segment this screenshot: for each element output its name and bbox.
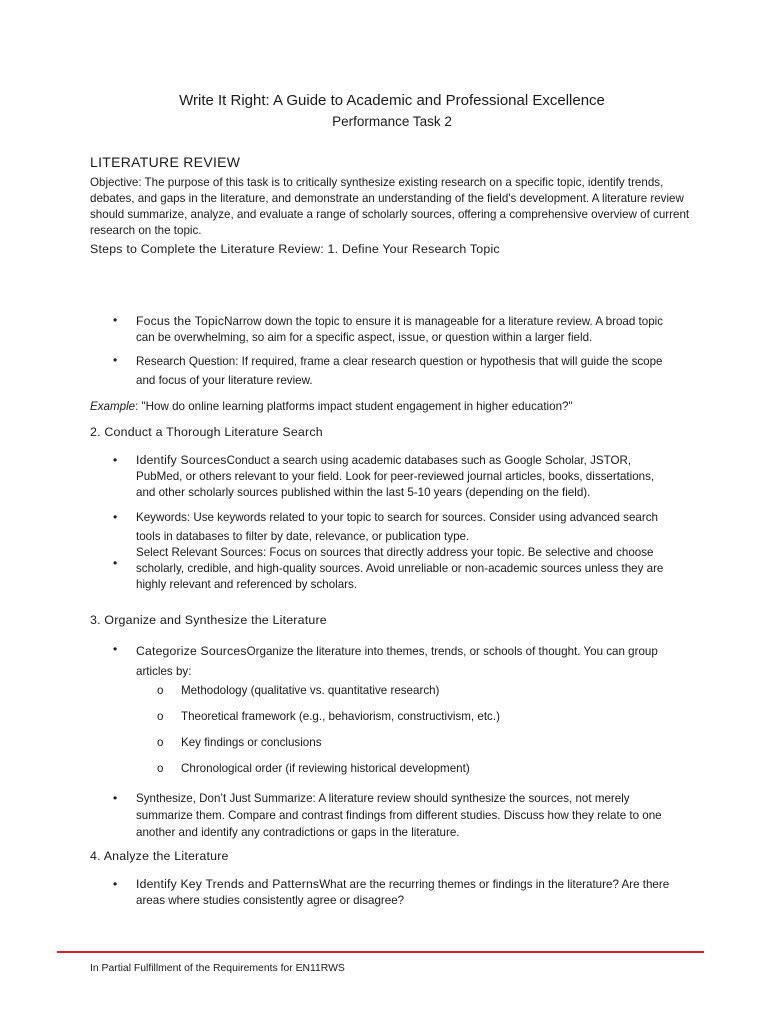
bullet-text: What are the recurring themes or findings in the literature? Are there areas where studies consistently agree or disagree?	[136, 878, 670, 907]
objective-paragraph: Objective: The purpose of this task is to critically synthesize existing research on a specific topic, identify trends, debates, and gaps in the literature, and demonstrate an understanding of the field's development. A literature review should summarize, analyze, and evaluate a range of scholarly sources, offering a comprehensive overview of current research on the topic.	[90, 176, 690, 237]
list-item	[136, 508, 676, 546]
bullet-symbol: •	[113, 877, 118, 891]
list-item	[136, 452, 676, 501]
bullet-symbol: •	[113, 642, 118, 656]
bullet-symbol: •	[113, 791, 118, 805]
sub-bullet-marker: o	[157, 762, 164, 775]
step2-heading: 2. Conduct a Thorough Literature Search	[90, 425, 323, 439]
bullet-symbol: •	[113, 510, 118, 524]
bullet-symbol: •	[113, 453, 118, 467]
example-label: Example	[90, 400, 136, 413]
sub-bullet-marker: o	[157, 736, 164, 749]
example-line	[90, 399, 690, 415]
bullet-text: Narrow down the topic to ensure it is manageable for a literature review. A broad topic can be overwhelming, so aim for a specific aspect, issue, or question within a larger field.	[136, 315, 664, 344]
sub-bullet-marker: o	[157, 684, 164, 697]
footer-divider	[57, 951, 704, 953]
bullet-lead: Identify Key Trends and Patterns	[136, 877, 320, 891]
bullet-symbol: •	[113, 556, 118, 570]
bullet-text: Synthesize, Don’t Just Summarize: A literature review should synthesize the sources, not merely summarize them. Compare and contrast findings from different studies. Discuss how they relate to one another and identify any contradictions or gaps in the literature.	[136, 792, 662, 839]
step3-heading: 3. Organize and Synthesize the Literature	[90, 613, 327, 627]
bullet-text: Select Relevant Sources: Focus on sources that directly address your topic. Be selective and choose scholarly, credible, and high-quality sources. Avoid unreliable or non-academic sources unless they are highly relevant and referenced by scholars.	[136, 546, 664, 591]
bullet-symbol: •	[113, 353, 118, 367]
list-item	[136, 313, 676, 346]
bullet-text: Organize the literature into themes, trends, or schools of thought. You can group articles by:	[136, 645, 658, 678]
list-item	[136, 790, 676, 841]
section-heading: LITERATURE REVIEW	[90, 154, 241, 170]
list-item	[136, 352, 676, 390]
document-subtitle: Performance Task 2	[332, 114, 452, 129]
bullet-lead: Identify Sources	[136, 453, 227, 467]
list-item	[136, 876, 676, 909]
sub-bullet-marker: o	[157, 710, 164, 723]
bullet-text: Keywords: Use keywords related to your topic to search for sources. Consider using advanced search tools in databases to filter by date, relevance, or publication type.	[136, 511, 658, 543]
footer-text: In Partial Fulfillment of the Requirements for EN11RWS	[90, 963, 345, 974]
steps-intro-heading: Steps to Complete the Literature Review: 1. Define Your Research Topic	[90, 242, 500, 256]
sub-list-item: Methodology (qualitative vs. quantitative research)	[181, 684, 440, 697]
bullet-text: Research Question: If required, frame a clear research question or hypothesis that will guide the scope and focus of your literature review.	[136, 355, 663, 387]
step4-heading: 4. Analyze the Literature	[90, 849, 229, 863]
bullet-lead: Focus the Topic	[136, 314, 225, 328]
sub-list-item: Key findings or conclusions	[181, 736, 322, 749]
sub-list-item: Theoretical framework (e.g., behaviorism, constructivism, etc.)	[181, 710, 500, 723]
bullet-symbol: •	[113, 313, 118, 327]
bullet-lead: Categorize Sources	[136, 644, 247, 658]
list-item	[136, 545, 676, 593]
document-title: Write It Right: A Guide to Academic and Professional Excellence	[179, 92, 605, 109]
example-text: : "How do online learning platforms impact student engagement in higher education?"	[135, 400, 573, 413]
bullet-text: Conduct a search using academic databases such as Google Scholar, JSTOR, PubMed, or others relevant to your field. Look for peer-reviewed journal articles, books, dissertations, and other scholarly sources published within the last 5-10 years (depending on the field).	[136, 454, 655, 499]
sub-list-item: Chronological order (if reviewing historical development)	[181, 762, 470, 775]
list-item	[136, 641, 676, 682]
